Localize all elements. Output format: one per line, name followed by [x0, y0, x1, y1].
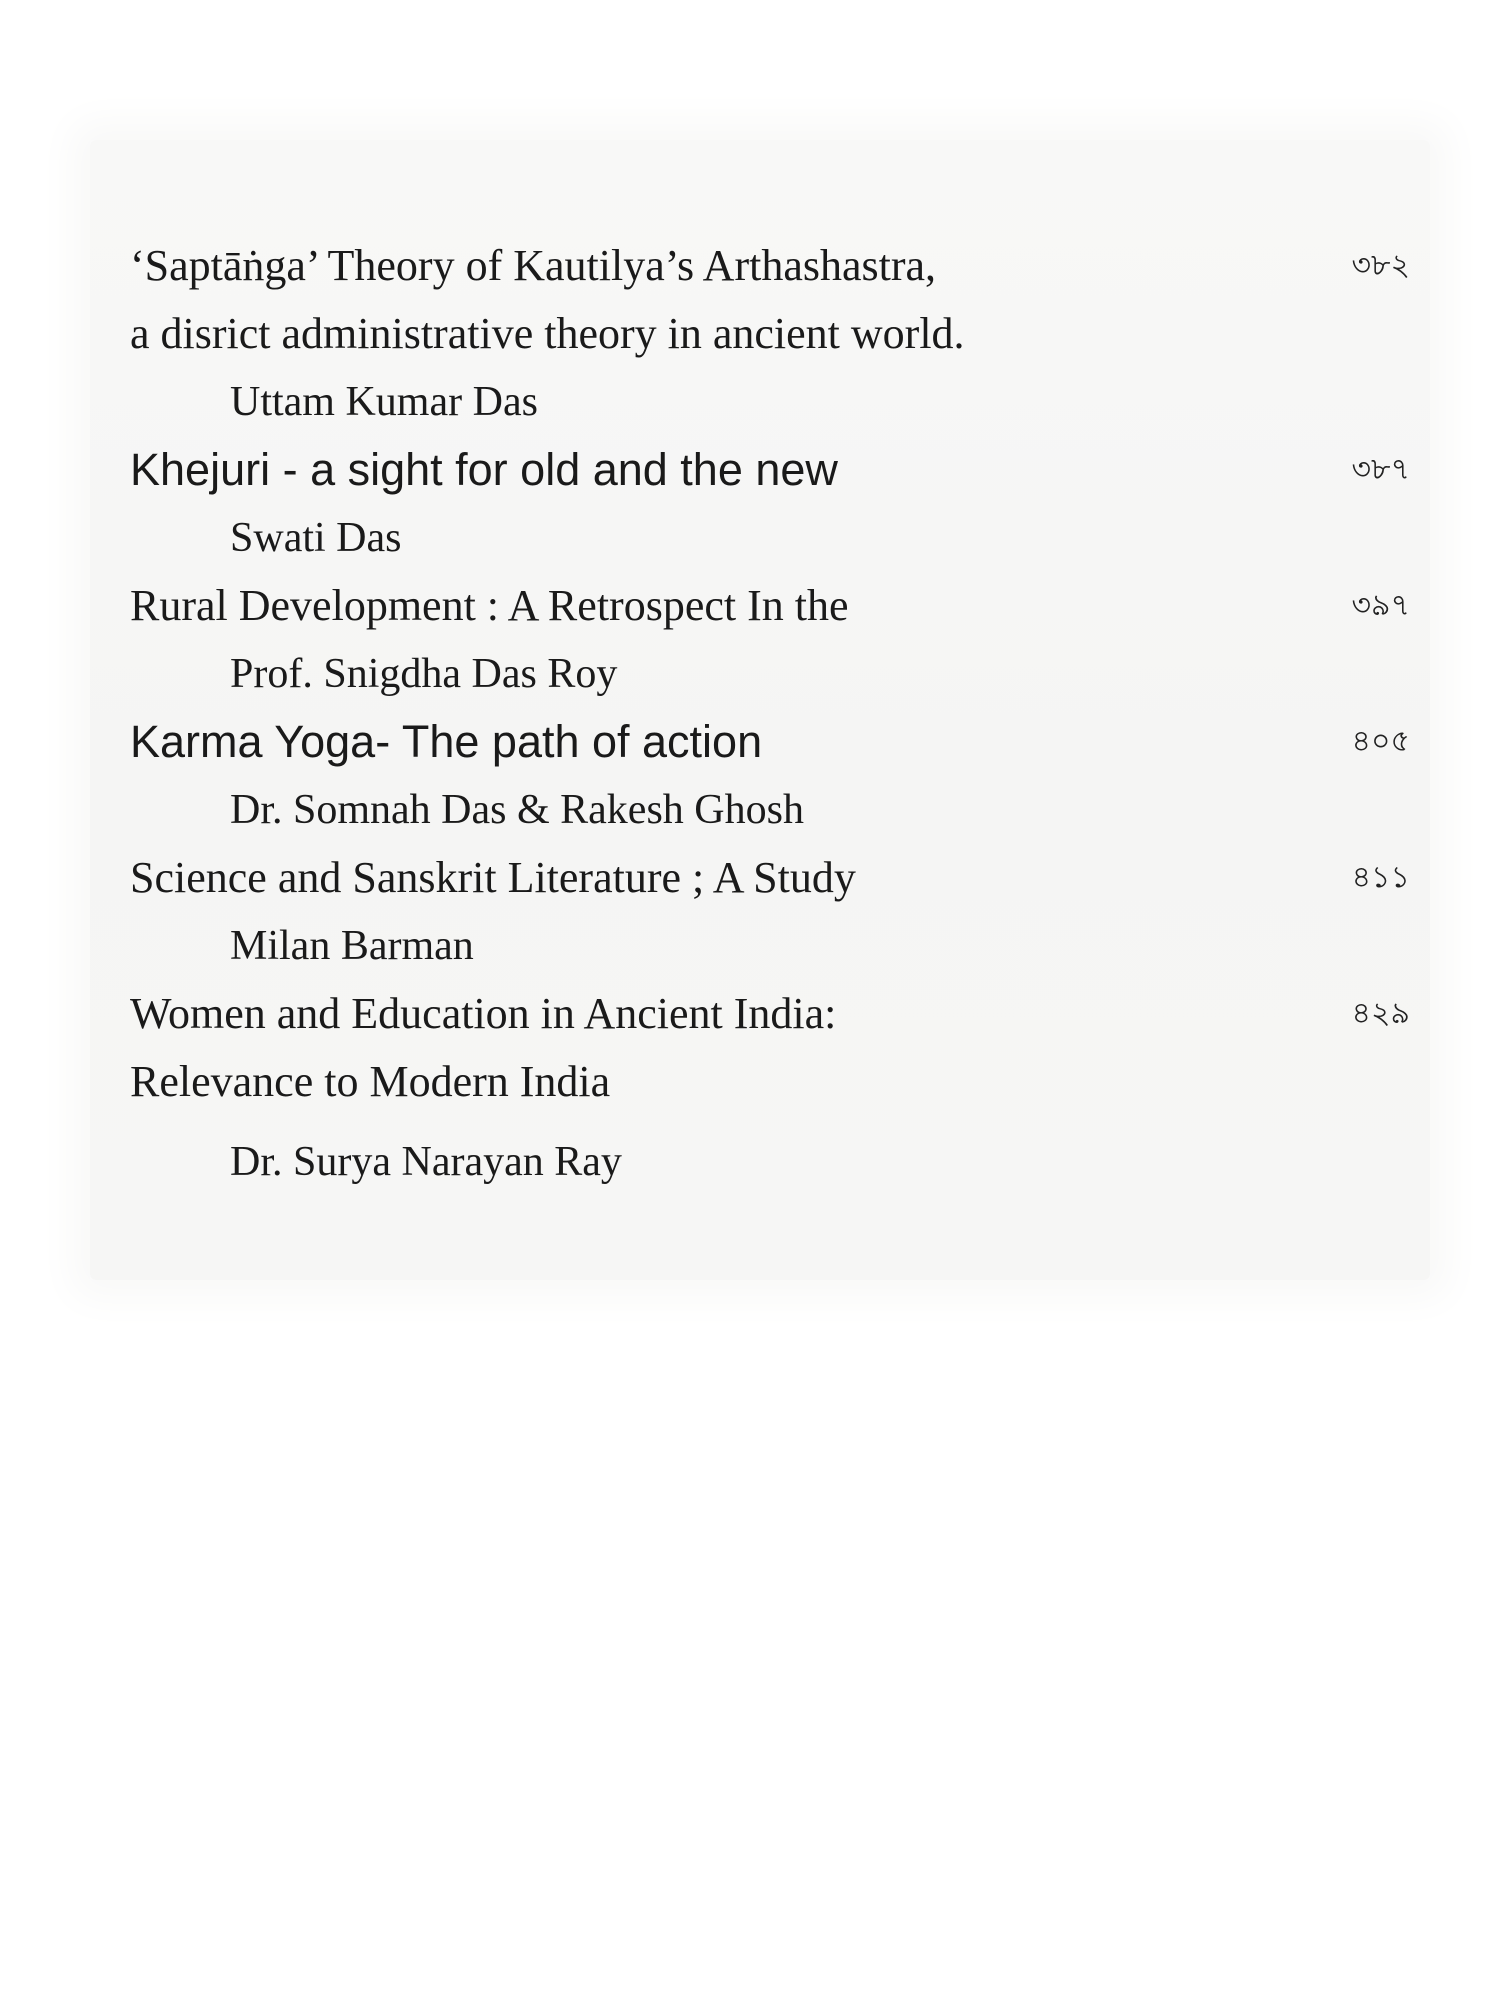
- entry-page-number: ৩৮২: [1351, 248, 1410, 283]
- entry-page-number: ৩৯৭: [1351, 588, 1410, 623]
- entry-title: Women and Education in Ancient India:: [130, 989, 837, 1038]
- entry-title: ‘Saptāṅga’ Theory of Kautilya’s Arthashastra,: [130, 241, 937, 290]
- entry-author: Dr. Somnah Das & Rakesh Ghosh: [230, 787, 804, 833]
- entry-author: Swati Das: [230, 515, 402, 561]
- toc-entry: [130, 980, 1410, 1196]
- entry-title: Rural Development : A Retrospect In the: [130, 581, 849, 630]
- toc-entry: [130, 232, 1410, 436]
- table-of-contents: [130, 232, 1410, 1196]
- entry-author: Dr. Surya Narayan Ray: [230, 1139, 622, 1185]
- entry-page-number: ৪১১: [1351, 860, 1410, 895]
- entry-title: Science and Sanskrit Literature ; A Study: [130, 853, 856, 902]
- entry-page-number: ৪২৯: [1351, 996, 1410, 1031]
- toc-entry: [130, 436, 1410, 572]
- entry-title-continued: a disrict administrative theory in ancient world.: [130, 309, 965, 358]
- entry-author: Uttam Kumar Das: [230, 379, 538, 425]
- entry-title-continued: Relevance to Modern India: [130, 1057, 611, 1106]
- toc-entry: [130, 708, 1410, 844]
- entry-page-number: ৩৮৭: [1351, 452, 1410, 487]
- toc-entry: [130, 844, 1410, 980]
- entry-title: Khejuri - a sight for old and the new: [130, 444, 838, 495]
- toc-entry: [130, 572, 1410, 708]
- entry-author: Milan Barman: [230, 923, 474, 969]
- entry-author: Prof. Snigdha Das Roy: [230, 651, 618, 697]
- entry-title: Karma Yoga- The path of action: [130, 716, 763, 767]
- entry-page-number: ৪০৫: [1351, 724, 1410, 759]
